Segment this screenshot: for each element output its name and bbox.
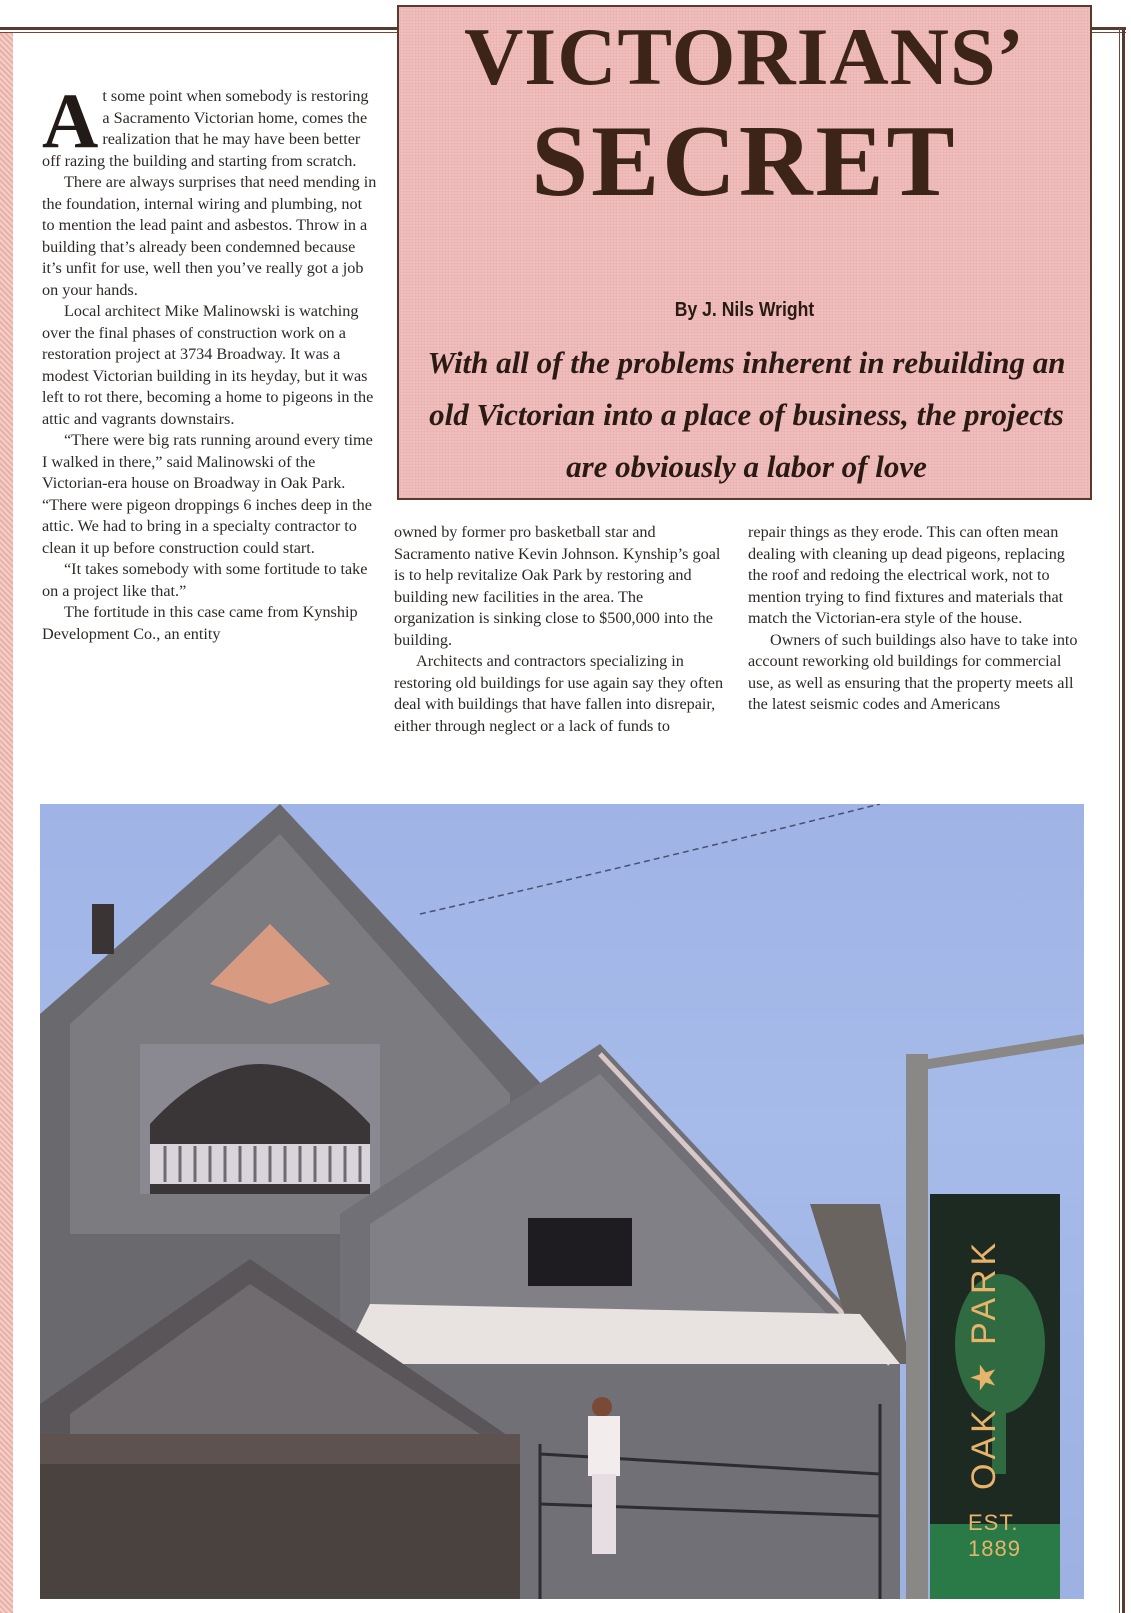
article-column-3 bbox=[748, 522, 1083, 716]
frame-rule-right bbox=[1119, 27, 1125, 1613]
paragraph: Local architect Mike Malinowski is watching over the final phases of construction work on a restoration project at 3734 Broadway. It was a modest Victorian building in its heyday, but it was left to rot there, becoming a home to pigeons in the attic and vagrants downstairs. bbox=[42, 302, 374, 428]
article-column-1 bbox=[42, 77, 377, 645]
decorative-left-strip bbox=[0, 33, 13, 1613]
paragraph: owned by former pro basketball star and Sacramento native Kevin Johnson. Kynship’s goal is to help revitalize Oak Park by restoring and building new facilities in the area. The organization is sinking close to $500,000 into the building. bbox=[394, 523, 721, 649]
paragraph: Owners of such buildings also have to take into account reworking old buildings for commercial use, as well as ensuring that the property meets all the latest seismic codes and Americans bbox=[748, 630, 1078, 713]
paragraph: repair things as they erode. This can often mean dealing with cleaning up dead pigeons, replacing the roof and redoing the electrical work, not to mention trying to find fixtures and materials that match the Victorian-era style of the house. bbox=[748, 523, 1065, 627]
paragraph: At some point when somebody is restoring a Sacramento Victorian home, comes the realization that he may have been better off razing the building and starting from scratch. bbox=[42, 77, 369, 170]
headline-line-1: VICTORIANS’ bbox=[464, 11, 1025, 102]
article-column-2 bbox=[394, 522, 724, 737]
frame-rule-top-left bbox=[0, 27, 397, 33]
byline: By J. Nils Wright bbox=[674, 299, 815, 321]
drop-cap: A bbox=[42, 77, 99, 164]
paragraph: There are always surprises that need mending in the foundation, internal wiring and plumbing, not to mention the lead paint and asbestos. Throw in a building that’s already been condemned because it’s unfit for use, well then you’ve really got a job on your hands. bbox=[42, 173, 377, 299]
victorian-house-photo bbox=[40, 804, 1084, 1599]
headline-line-2: SECRET bbox=[531, 105, 958, 218]
article-photo bbox=[40, 804, 1084, 1599]
banner-est-text: EST. 1889 bbox=[968, 1510, 1021, 1561]
paragraph: “It takes somebody with some fortitude to take on a project like that.” bbox=[42, 560, 368, 600]
paragraph: Architects and contractors specializing in restoring old buildings for use again say they often deal with buildings that have fallen into disrepair, either through neglect or a lack of funds to bbox=[394, 652, 724, 735]
deck-subheadline: With all of the problems inherent in rebuilding an old Victorian into a place of business, the projects are obviously a labor of love bbox=[427, 345, 1066, 484]
paragraph: The fortitude in this case came from Kynship Development Co., an entity bbox=[42, 603, 358, 643]
banner-oak-park-text bbox=[964, 1450, 1131, 1490]
paragraph: “There were big rats running around every time I walked in there,” said Malinowski of the Victorian-era house on Broadway in Oak Park. “There were pigeon droppings 6 inches deep in the attic. We had to bring in a specialty contractor to clean it up before construction could start. bbox=[42, 431, 373, 557]
title-box bbox=[397, 5, 1092, 500]
